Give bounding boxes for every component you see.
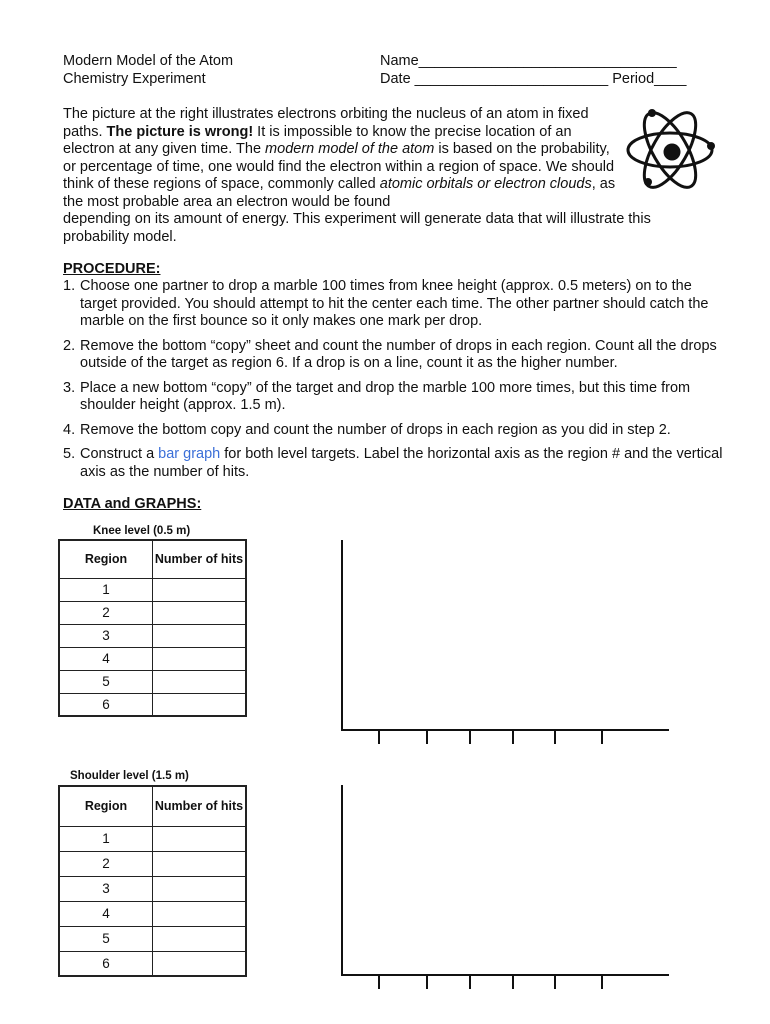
name-field[interactable]: Name________________________________ bbox=[380, 53, 677, 69]
y-axis bbox=[341, 540, 343, 730]
procedure-step-5: 5. Construct a bar graph for both level targets. Label the horizontal axis as the region # and the vertical axis as the number of hits. bbox=[63, 446, 723, 480]
procedure-steps bbox=[63, 278, 723, 488]
intro-italic-2: atomic orbitals or electron clouds bbox=[379, 176, 592, 192]
region-header: Region bbox=[59, 786, 153, 826]
hits-header: Number of hits bbox=[153, 540, 247, 578]
x-tick bbox=[378, 730, 380, 744]
atom-icon bbox=[622, 100, 718, 196]
table-row: 4 bbox=[59, 901, 246, 926]
knee-level-table bbox=[58, 539, 247, 717]
hits-cell[interactable] bbox=[153, 826, 247, 851]
x-tick bbox=[469, 975, 471, 989]
intro-text-2: It is impossible to know the precise location of an electron at any given time. The bbox=[63, 123, 572, 157]
x-tick bbox=[469, 730, 471, 744]
hits-cell[interactable] bbox=[153, 601, 247, 624]
intro-bold: The picture is wrong! bbox=[106, 123, 254, 140]
procedure-step-1: 1. Choose one partner to drop a marble 100 times from knee height (approx. 0.5 meters) on to the target provided. You should attempt to hit the center each time. The other partner should catch the marble on the first bounce so it only makes one mark per drop. bbox=[63, 278, 709, 329]
x-tick bbox=[601, 730, 603, 744]
x-tick bbox=[554, 975, 556, 989]
hits-cell[interactable] bbox=[153, 851, 247, 876]
table-row: 6 bbox=[59, 693, 246, 716]
hits-cell[interactable] bbox=[153, 926, 247, 951]
x-tick bbox=[378, 975, 380, 989]
x-tick bbox=[512, 730, 514, 744]
table-row: 2 bbox=[59, 851, 246, 876]
shoulder-level-graph[interactable] bbox=[341, 785, 671, 991]
bar-graph-link[interactable]: bar graph bbox=[158, 446, 221, 462]
data-graphs-heading: DATA and GRAPHS: bbox=[63, 496, 202, 512]
table-row: 2 bbox=[59, 601, 246, 624]
hits-cell[interactable] bbox=[153, 624, 247, 647]
table-row: 3 bbox=[59, 624, 246, 647]
procedure-step-4: 4. Remove the bottom copy and count the number of drops in each region as you did in step 2. bbox=[63, 421, 671, 438]
table-row: 3 bbox=[59, 876, 246, 901]
region-header: Region bbox=[59, 540, 153, 578]
procedure-step-3: 3. Place a new bottom “copy” of the target and drop the marble 100 more times, but this time from shoulder height (approx. 1.5 m). bbox=[63, 379, 691, 413]
procedure-step-2: 2. Remove the bottom “copy” sheet and count the number of drops in each region. Count all the drops outside of the target as region 6. If a drop is on a line, count it as the higher number. bbox=[63, 337, 717, 371]
hits-cell[interactable] bbox=[153, 578, 247, 601]
x-tick bbox=[554, 730, 556, 744]
hits-cell[interactable] bbox=[153, 647, 247, 670]
table-row: 4 bbox=[59, 647, 246, 670]
intro-paragraph bbox=[63, 106, 651, 246]
y-axis bbox=[341, 785, 343, 975]
knee-level-graph[interactable] bbox=[341, 540, 671, 748]
header-subtitle: Chemistry Experiment bbox=[63, 71, 206, 87]
table-row: 1 bbox=[59, 826, 246, 851]
intro-text-1: The picture at the right illustrates electrons orbiting the nucleus of an atom in fixed paths. bbox=[63, 106, 589, 140]
hits-cell[interactable] bbox=[153, 901, 247, 926]
hits-header: Number of hits bbox=[153, 786, 247, 826]
knee-table-caption: Knee level (0.5 m) bbox=[93, 525, 191, 537]
table-row: 1 bbox=[59, 578, 246, 601]
table-row: 6 bbox=[59, 951, 246, 976]
table-row: 5 bbox=[59, 670, 246, 693]
x-axis bbox=[341, 974, 669, 976]
hits-cell[interactable] bbox=[153, 951, 247, 976]
table-row: 5 bbox=[59, 926, 246, 951]
shoulder-level-table bbox=[58, 785, 247, 977]
hits-cell[interactable] bbox=[153, 693, 247, 716]
date-period-field[interactable]: Date ________________________ Period____ bbox=[380, 71, 687, 87]
x-axis bbox=[341, 729, 669, 731]
intro-text-4: , as the most probable area an electron would be found bbox=[63, 176, 616, 210]
x-tick bbox=[426, 975, 428, 989]
x-tick bbox=[601, 975, 603, 989]
hits-cell[interactable] bbox=[153, 876, 247, 901]
intro-text-5: depending on its amount of energy. This experiment will generate data that will illustrate this probability model. bbox=[63, 211, 651, 245]
hits-cell[interactable] bbox=[153, 670, 247, 693]
header-title: Modern Model of the Atom bbox=[63, 53, 234, 69]
shoulder-table-caption: Shoulder level (1.5 m) bbox=[70, 770, 189, 782]
x-tick bbox=[426, 730, 428, 744]
intro-italic-1: modern model of the atom bbox=[265, 141, 435, 157]
x-tick bbox=[512, 975, 514, 989]
intro-text-3: is based on the probability, or percentage of time, one would find the electron within a region of space. We should think of these regions of space, commonly called bbox=[63, 141, 615, 192]
procedure-heading: PROCEDURE: bbox=[63, 261, 161, 277]
